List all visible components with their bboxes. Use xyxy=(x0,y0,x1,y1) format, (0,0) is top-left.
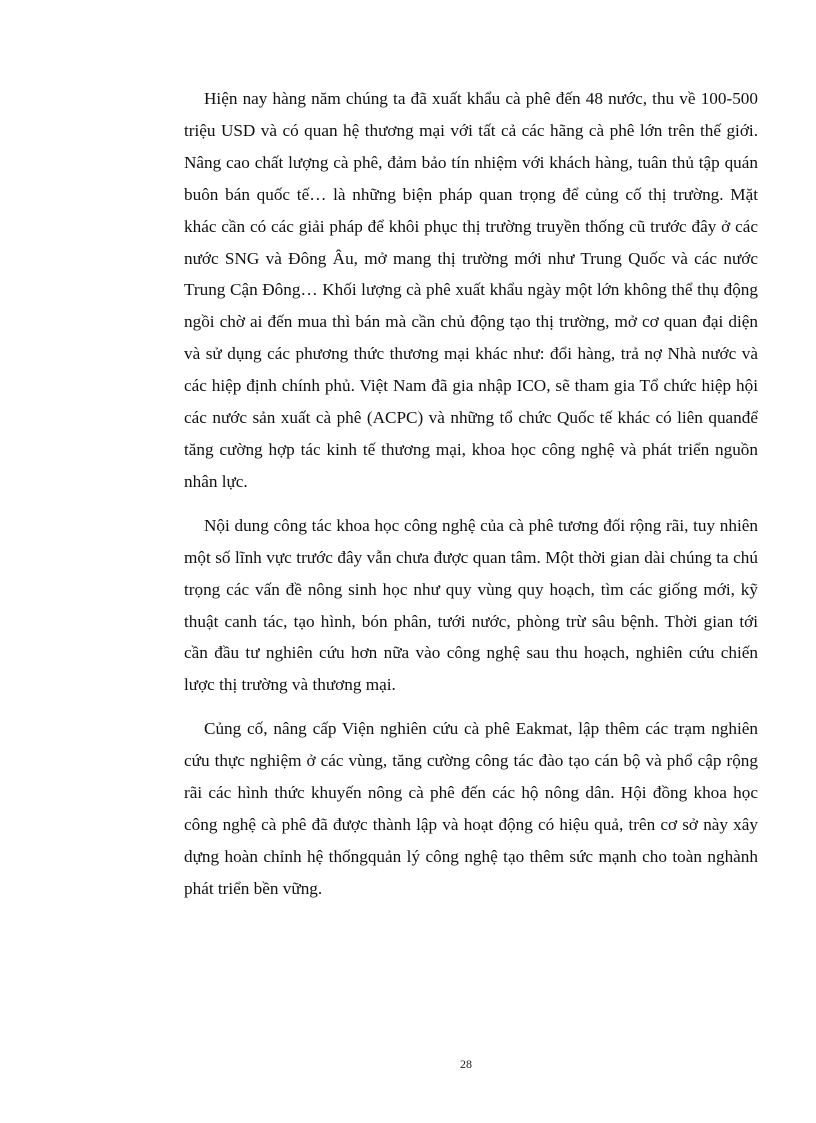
paragraph-science-technology: Nội dung công tác khoa học công nghệ của cà phê tương đối rộng rãi, tuy nhiên một số lĩnh vực trước đây vẫn chưa được quan tâm. Một thời gian dài chúng ta chú trọng các vấn đề nông sinh học như quy vùng quy hoạch, tìm các giống mới, kỹ thuật canh tác, tạo hình, bón phân, tưới nước, phòng trừ sâu bệnh. Thời gian tới cần đầu tư nghiên cứu hơn nữa vào công nghệ sau thu hoạch, nghiên cứu chiến lược thị trường và thương mại. xyxy=(184,515,758,695)
body-text xyxy=(184,83,758,917)
page-number: 28 xyxy=(460,1057,472,1071)
paragraph-research-institute: Củng cố, nâng cấp Viện nghiên cứu cà phê Eakmat, lập thêm các trạm nghiên cứu thực nghiệm ở các vùng, tăng cường công tác đào tạo cán bộ và phổ cập rộng rãi các hình thức khuyến nông cà phê đến các hộ nông dân. Hội đồng khoa học công nghệ cà phê đã được thành lập và hoạt động có hiệu quả, trên cơ sở này xây dựng hoàn chỉnh hệ thốngquản lý công nghệ tạo thêm sức mạnh cho toàn nghành phát triển bền vững. xyxy=(184,719,758,898)
paragraph-export-markets: Hiện nay hàng năm chúng ta đã xuất khẩu cà phê đến 48 nước, thu về 100-500 triệu USD và có quan hệ thương mại với tất cả các hãng cà phê lớn trên thế giới. Nâng cao chất lượng cà phê, đảm bảo tín nhiệm với khách hàng, tuân thủ tập quán buôn bán quốc tế… là những biện pháp quan trọng để củng cố thị trường. Mặt khác cần có các giải pháp để khôi phục thị trường truyền thống cũ trước đây ở các nước SNG và Đông Âu, mở mang thị trường mới như Trung Quốc và các nước Trung Cận Đông… Khối lượng cà phê xuất khẩu ngày một lớn không thể thụ động ngồi chờ ai đến mua thì bán mà cần chủ động tạo thị trường, mở cơ quan đại diện và sử dụng các phương thức thương mại khác như: đổi hàng, trả nợ Nhà nước và các hiệp định chính phủ. Việt Nam đã gia nhập ICO, sẽ tham gia Tổ chức hiệp hội các nước sản xuất cà phê (ACPC) và những tổ chức Quốc tế khác có liên quanđể tăng cường hợp tác kinh tế thương mại, khoa học công nghệ và phát triển nguồn nhân lực. xyxy=(184,89,758,491)
